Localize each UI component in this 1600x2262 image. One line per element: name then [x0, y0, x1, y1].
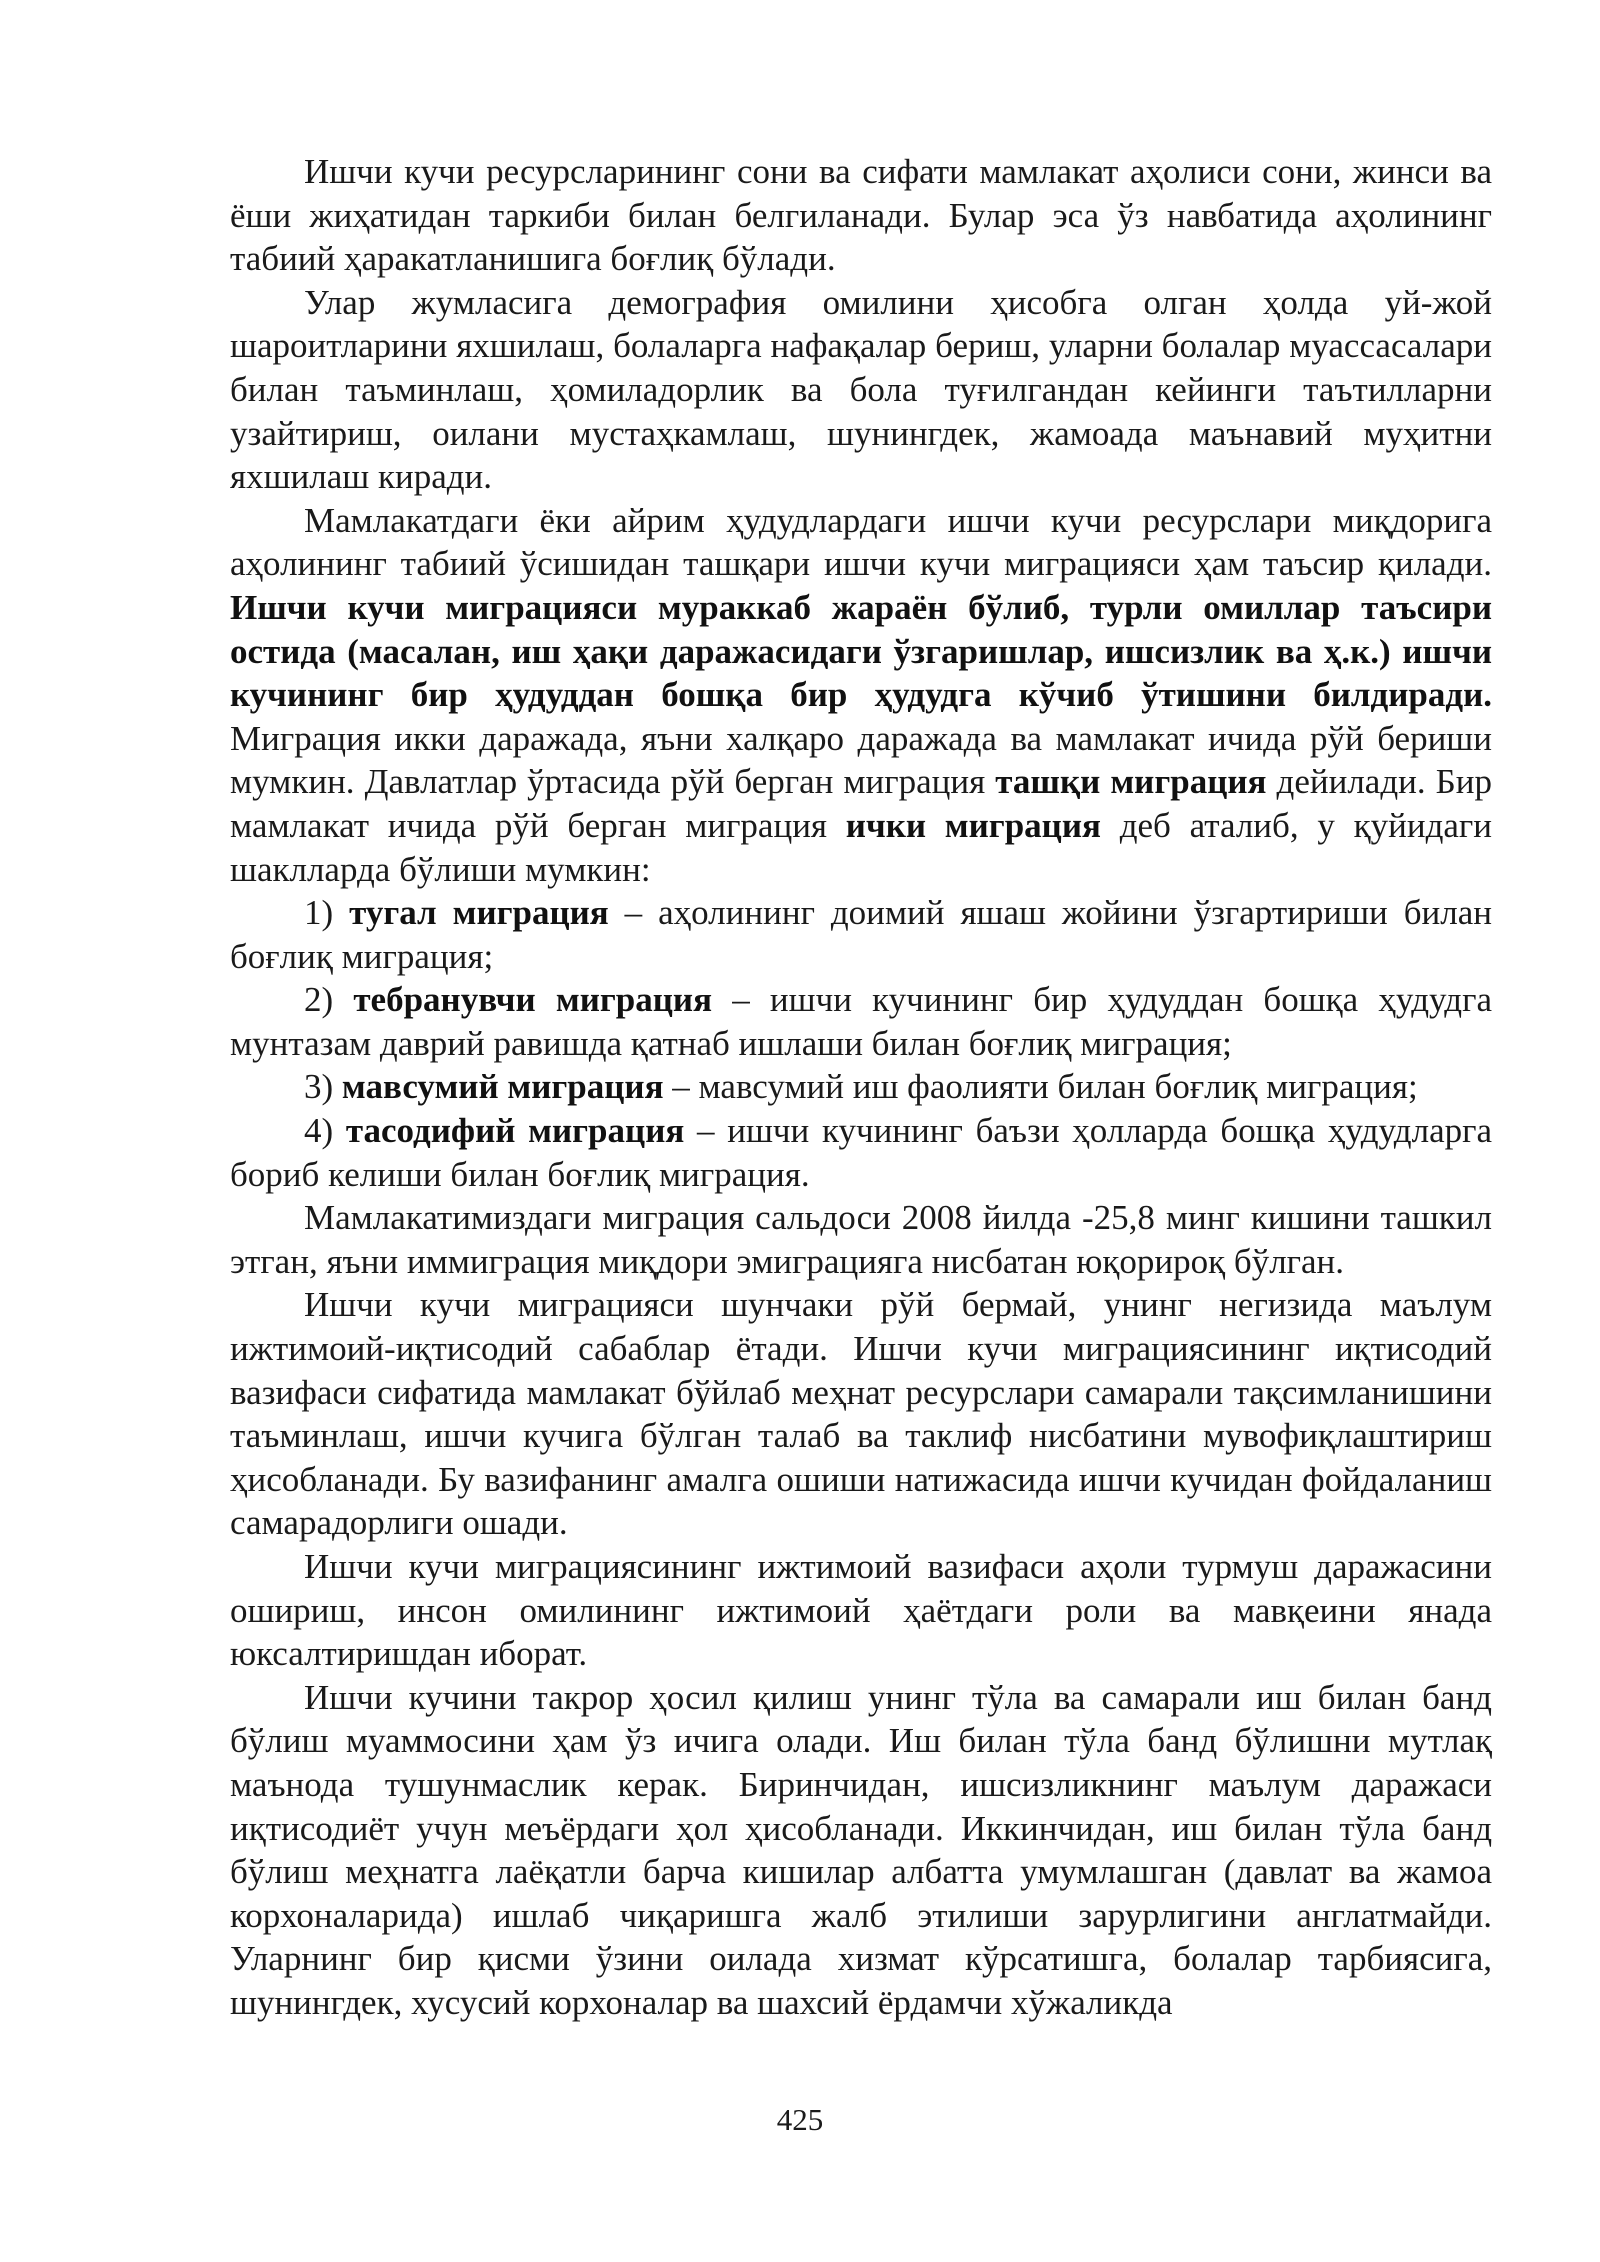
text-run: 2) — [304, 980, 354, 1020]
paragraph — [230, 150, 1492, 281]
text-run: 1) — [304, 893, 350, 933]
text-run: Улар жумласига демография омилини ҳисобга олган ҳолда уй-жой шароитларини яхшилаш, болаларга нафақалар бериш, уларни болалар муассасалари билан таъминлаш, ҳомиладорлик ва бола туғилгандан кейинги таътилларни узайтириш, оилани мустаҳкамлаш, шунингдек, жамоада маънавий муҳитни яхшилаш киради. — [230, 282, 1492, 497]
text-run: Ишчи кучини такрор ҳосил қилиш унинг тўла ва самарали иш билан банд бўлиш муаммосини ҳам ўз ичига олади. Иш билан тўла банд бўлишни мутлақ маънода тушунмаслик керак. Биринчидан, ишсизликнинг маълум даражаси иқтисодиёт учун меъёрдаги ҳол ҳисобланади. Иккинчидан, иш билан тўла банд бўлиш меҳнатга лаёқатли барча кишилар албатта умумлашган (давлат ва жамоа корхоналарида) ишлаб чиқаришга жалб этилиши зарурлигини англатмайди. Уларнинг бир қисми ўзини оилада хизмат кўрсатишга, болалар тарбиясига, шунингдек, хусусий корхоналар ва шахсий ёрдамчи хўжаликда — [230, 1677, 1492, 2022]
paragraph — [230, 1065, 1492, 1109]
text-run: Миграция икки даражада, яъни халқаро даражада ва мамлакат ичида рўй бериши мумкин. Давлатлар ўртасида рўй берган миграция — [230, 718, 1492, 802]
paragraph — [230, 1283, 1492, 1545]
text-run: деб аталиб, у қуйидаги шаклларда бўлиши мумкин: — [230, 805, 1492, 889]
paragraph — [230, 1545, 1492, 1676]
bold-text-run: тебранувчи миграция — [353, 980, 713, 1020]
paragraph — [230, 499, 1492, 891]
text-run: 4) — [304, 1111, 346, 1151]
text-run: дейилади. Бир мамлакат ичида рўй берган миграция — [230, 762, 1492, 845]
body-text — [230, 150, 1492, 2025]
paragraph — [230, 1676, 1492, 2025]
bold-text-run: ички миграция — [845, 805, 1101, 845]
bold-text-run: ташқи миграция — [995, 762, 1267, 802]
text-run: Ишчи кучи миграциясининг ижтимоий вазифаси аҳоли турмуш даражасини ошириш, инсон омилининг ижтимоий ҳаётдаги роли ва мавқеини янада юксалтиришдан иборат. — [230, 1547, 1492, 1674]
text-run: – ишчи кучининг бир ҳудуддан бошқа ҳудудга мунтазам даврий равишда қатнаб ишлаши билан боғлиқ миграция; — [230, 980, 1493, 1063]
bold-text-run: мавсумий миграция — [341, 1067, 664, 1107]
paragraph — [230, 281, 1492, 499]
page-number: 425 — [776, 2102, 824, 2137]
text-run: – мавсумий иш фаолияти билан боғлиқ миграция; — [663, 1067, 1418, 1107]
text-run: Ишчи кучи миграцияси шунчаки рўй бермай, унинг негизида маълум ижтимоий-иқтисодий сабаблар ётади. Ишчи кучи миграциясининг иқтисодий вазифаси сифатида мамлакат бўйлаб меҳнат ресурслари самарали тақсимланишини таъминлаш, ишчи кучига бўлган талаб ва таклиф нисбатини мувофиқлаштириш ҳисобланади. Бу вазифанинг амалга ошиши натижасида ишчи кучидан фойдаланиш самарадорлиги ошади. — [230, 1285, 1492, 1543]
text-run: – аҳолининг доимий яшаш жойини ўзгартириши билан боғлиқ миграция; — [230, 893, 1492, 976]
text-run: Ишчи кучи ресурсларининг сони ва сифати мамлакат аҳолиси сони, жинси ва ёши жиҳатидан таркиби билан белгиланади. Булар эса ўз навбатида аҳолининг табиий ҳаракатланишига боғлиқ бўлади. — [230, 152, 1492, 279]
text-run: 3) — [304, 1067, 342, 1107]
text-run: – ишчи кучининг баъзи ҳолларда бошқа ҳудудларга бориб келиши билан боғлиқ миграция. — [230, 1111, 1492, 1194]
paragraph — [230, 1196, 1492, 1283]
bold-text-run: тугал миграция — [349, 893, 609, 933]
bold-text-run: Ишчи кучи миграцияси мураккаб жараён бўлиб, турли омиллар таъсири остида (масалан, иш ҳақи даражасидаги ўзгаришлар, ишсизлик ва ҳ.к.) ишчи кучининг бир ҳудуддан бошқа бир ҳудудга кўчиб ўтишини билдиради. — [230, 587, 1492, 715]
text-run: Мамлакатимиздаги миграция сальдоси 2008 йилда -25,8 минг кишини ташкил этган, яъни иммиграция миқдори эмиграцияга нисбатан юқорироқ бўлган. — [230, 1198, 1492, 1281]
paragraph — [230, 1109, 1492, 1196]
paragraph — [230, 891, 1492, 978]
paragraph — [230, 978, 1492, 1065]
bold-text-run: тасодифий миграция — [345, 1111, 685, 1151]
text-run: Мамлакатдаги ёки айрим ҳудудлардаги ишчи кучи ресурслари миқдорига аҳолининг табиий ўсишидан ташқари ишчи кучи миграцияси ҳам таъсир қилади. — [230, 500, 1492, 584]
